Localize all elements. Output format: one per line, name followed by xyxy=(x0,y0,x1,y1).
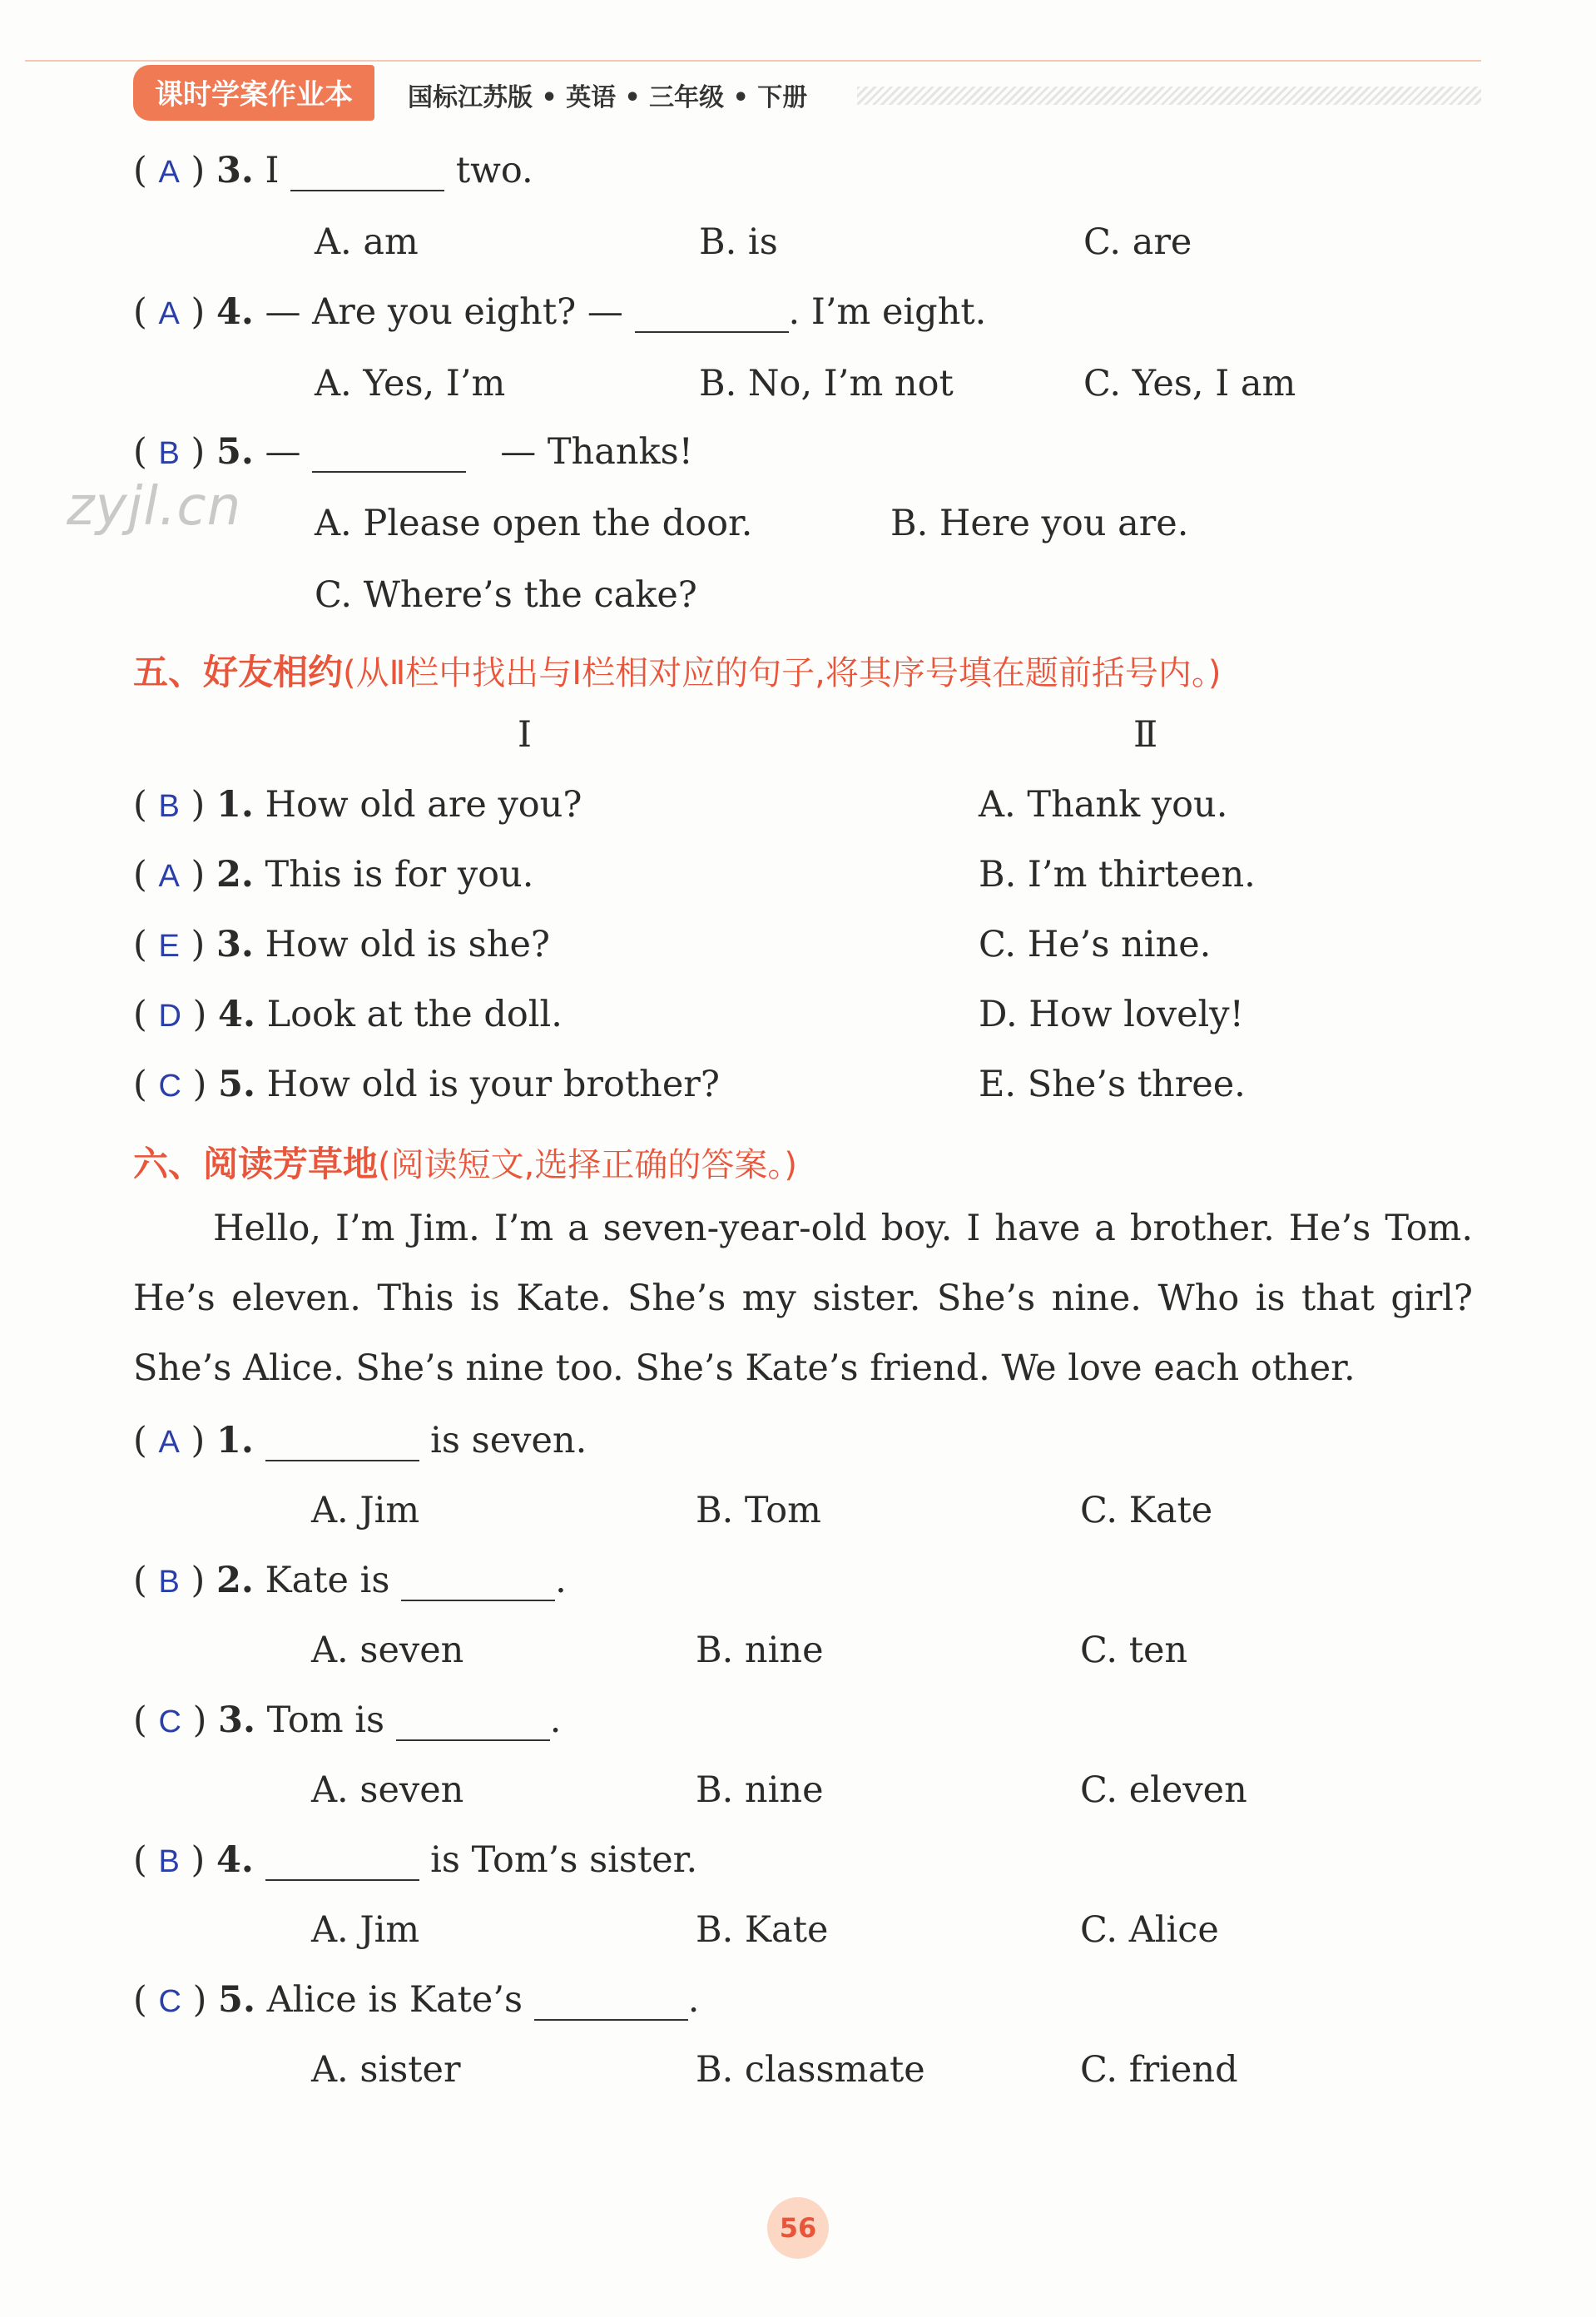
header-hatch xyxy=(857,87,1481,105)
question-row: ( B ) 4. is Tom’s sister. xyxy=(133,1839,698,1881)
header-subtitle: 国标江苏版 • 英语 • 三年级 • 下册 xyxy=(408,83,808,112)
answer-mark: A xyxy=(158,859,180,894)
question-number: 3. xyxy=(216,150,254,191)
match-row: ( E ) 3. How old is she? xyxy=(133,924,550,965)
header-tag: 课时学案作业本 xyxy=(133,65,374,121)
option: C. Yes, I am xyxy=(1083,363,1296,404)
page-number: 56 xyxy=(767,2197,829,2259)
option: A. Jim xyxy=(311,1909,420,1951)
question-stem-end: is seven. xyxy=(430,1420,587,1461)
option: B. Here you are. xyxy=(890,503,1189,544)
answer-mark: D xyxy=(158,999,181,1034)
question-row: ( B ) 2. Kate is . xyxy=(133,1560,567,1601)
answer-blank xyxy=(290,156,444,191)
watermark: zyjl.cn xyxy=(67,476,242,538)
section-heading xyxy=(133,1137,797,1187)
question-number: 2. xyxy=(216,854,254,896)
answer-blank xyxy=(401,1566,555,1601)
match-right: D. How lovely! xyxy=(979,994,1244,1035)
question-number: 5. xyxy=(216,431,254,473)
question-stem-end: — Thanks! xyxy=(500,431,693,473)
option: B. Kate xyxy=(696,1909,829,1951)
answer-blank xyxy=(635,298,789,333)
question-number: 1. xyxy=(216,1420,254,1461)
question-number: 5. xyxy=(218,1064,255,1105)
section-title: 六、阅读芳草地 xyxy=(133,1144,379,1184)
question-row: ( B ) 5. — — Thanks! xyxy=(133,431,693,473)
section-instructions: (从Ⅱ栏中找出与Ⅰ栏相对应的句子,将其序号填在题前括号内。) xyxy=(343,654,1222,692)
answer-mark: B xyxy=(158,1565,180,1600)
option: C. Kate xyxy=(1080,1490,1213,1531)
answer-mark: C xyxy=(158,1069,181,1104)
column-header-2: Ⅱ xyxy=(1133,714,1158,756)
question-row: ( A ) 3. I two. xyxy=(133,150,533,191)
question-stem-end: . xyxy=(687,1979,700,2021)
match-right: A. Thank you. xyxy=(979,784,1228,826)
question-row: ( A ) 1. is seven. xyxy=(133,1420,587,1461)
option: C. are xyxy=(1083,221,1192,263)
question-row: ( A ) 4. — Are you eight? — . I’m eight. xyxy=(133,291,987,333)
option: B. Tom xyxy=(696,1490,821,1531)
match-row: ( D ) 4. Look at the doll. xyxy=(133,994,563,1035)
option: C. ten xyxy=(1080,1630,1188,1671)
match-right: C. He’s nine. xyxy=(979,924,1212,965)
match-right: B. I’m thirteen. xyxy=(979,854,1256,896)
answer-mark: B xyxy=(158,789,180,824)
question-stem: — Are you eight? — xyxy=(265,291,623,333)
match-right: E. She’s three. xyxy=(979,1064,1246,1105)
question-stem: Tom is xyxy=(266,1699,385,1741)
option: A. am xyxy=(315,221,419,263)
question-row: ( C ) 3. Tom is . xyxy=(133,1699,562,1741)
option: C. eleven xyxy=(1080,1769,1247,1811)
answer-mark: B xyxy=(158,1844,180,1879)
option: B. is xyxy=(699,221,778,263)
option: A. seven xyxy=(311,1769,464,1811)
match-row: ( A ) 2. This is for you. xyxy=(133,854,534,896)
column-header-1: Ⅰ xyxy=(518,714,532,756)
question-number: 4. xyxy=(216,1839,254,1881)
option: A. Jim xyxy=(311,1490,420,1531)
question-number: 1. xyxy=(216,784,254,826)
option: A. Please open the door. xyxy=(315,503,753,544)
question-stem-end: two. xyxy=(455,150,533,191)
match-left: This is for you. xyxy=(265,854,534,896)
option: A. seven xyxy=(311,1630,464,1671)
option: A. sister xyxy=(311,2049,461,2091)
question-row: ( C ) 5. Alice is Kate’s . xyxy=(133,1979,700,2021)
answer-blank xyxy=(265,1846,419,1881)
answer-blank xyxy=(312,438,466,473)
match-row: ( C ) 5. How old is your brother? xyxy=(133,1064,720,1105)
match-row: ( B ) 1. How old are you? xyxy=(133,784,582,826)
option: B. classmate xyxy=(696,2049,925,2091)
question-stem-end: . xyxy=(555,1560,567,1601)
answer-blank xyxy=(534,1986,688,2021)
match-left: How old is your brother? xyxy=(266,1064,720,1105)
match-left: Look at the doll. xyxy=(266,994,563,1035)
answer-mark: A xyxy=(158,155,180,190)
answer-mark: A xyxy=(158,296,180,331)
question-stem-end: . xyxy=(549,1699,562,1741)
answer-blank xyxy=(396,1706,550,1741)
match-left: How old is she? xyxy=(265,924,550,965)
option: C. Where’s the cake? xyxy=(315,574,697,616)
answer-mark: C xyxy=(158,1984,181,2019)
answer-mark: C xyxy=(158,1704,181,1739)
question-number: 3. xyxy=(218,1699,255,1741)
answer-mark: B xyxy=(158,436,180,471)
option: B. No, I’m not xyxy=(699,363,954,404)
answer-mark: A xyxy=(158,1425,180,1460)
reading-passage: Hello, I’m Jim. I’m a seven-year-old boy. I have a brother. He’s Tom. He’s eleven. This is Kate. She’s my sister. She’s nine. Who is that girl? She’s Alice. She’s nine too. She’s Kate’s friend. We love each other. xyxy=(133,1208,1473,1389)
question-stem-end: is Tom’s sister. xyxy=(430,1839,698,1881)
option: A. Yes, I’m xyxy=(315,363,506,404)
option: B. nine xyxy=(696,1630,824,1671)
question-stem: Kate is xyxy=(265,1560,390,1601)
question-number: 4. xyxy=(216,291,254,333)
option: C. Alice xyxy=(1080,1909,1219,1951)
section-heading xyxy=(133,645,1221,695)
option: C. friend xyxy=(1080,2049,1238,2091)
question-number: 4. xyxy=(218,994,255,1035)
match-left: How old are you? xyxy=(265,784,582,826)
question-stem-end: . I’m eight. xyxy=(788,291,987,333)
question-number: 5. xyxy=(218,1979,255,2021)
question-number: 3. xyxy=(216,924,254,965)
answer-blank xyxy=(265,1426,419,1461)
question-number: 2. xyxy=(216,1560,254,1601)
option: B. nine xyxy=(696,1769,824,1811)
section-title: 五、好友相约 xyxy=(133,652,344,692)
header-rule xyxy=(25,60,1481,62)
section-instructions: (阅读短文,选择正确的答案。) xyxy=(378,1146,797,1184)
question-stem: Alice is Kate’s xyxy=(266,1979,523,2021)
question-stem: — xyxy=(265,431,301,473)
question-stem: I xyxy=(265,150,280,191)
answer-mark: E xyxy=(158,929,180,964)
